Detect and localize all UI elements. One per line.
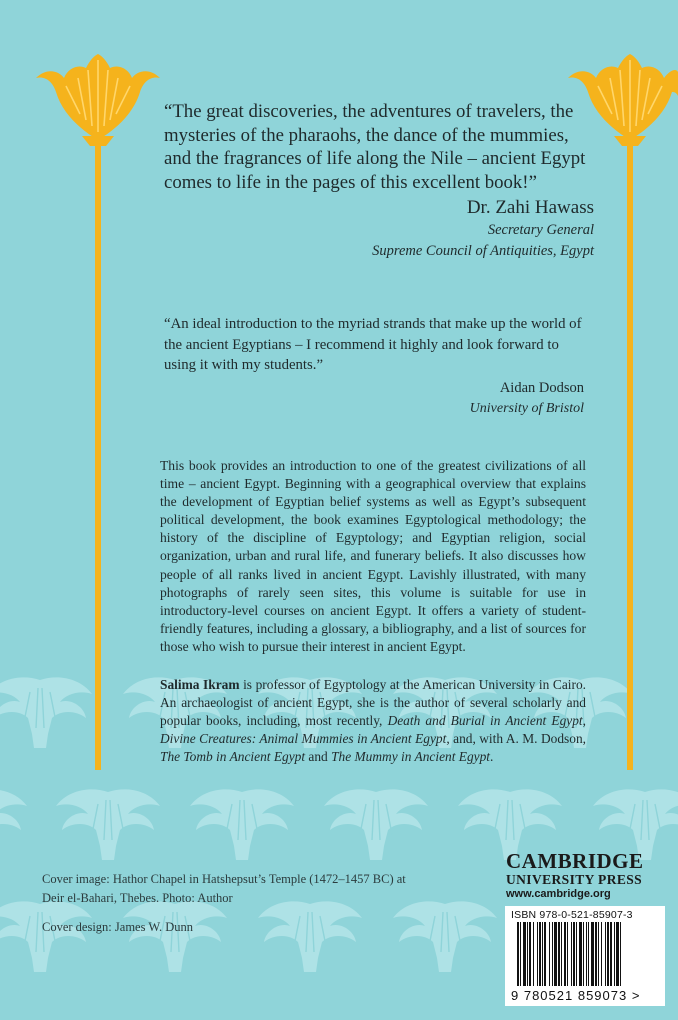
barcode-bar bbox=[558, 922, 560, 986]
endorser-name: Aidan Dodson bbox=[499, 379, 584, 396]
barcode-bar bbox=[607, 922, 609, 986]
barcode-bar bbox=[537, 922, 538, 986]
barcode-bar bbox=[523, 922, 526, 986]
bio-text: is professor of Egyptology at the American University in Cairo. An archaeologist of ancient Egypt, she is the author of several scholarly and popular books, including, most recently, bbox=[160, 677, 586, 729]
barcode-bar bbox=[586, 922, 587, 986]
bio-text: , and, with A. M. Dodson, bbox=[446, 731, 586, 747]
book-title: Death and Burial in Ancient Egypt bbox=[387, 713, 583, 729]
barcode-bar bbox=[529, 922, 531, 986]
barcode-bar bbox=[579, 922, 582, 986]
barcode-bar bbox=[539, 922, 541, 986]
book-title: The Tomb in Ancient Egypt bbox=[160, 749, 306, 765]
barcode-bar bbox=[549, 922, 550, 986]
barcode-bar bbox=[554, 922, 557, 986]
barcode-bar bbox=[598, 922, 599, 986]
barcode-bar bbox=[595, 922, 597, 986]
quote-text: “An ideal introduction to the myriad strands that make up the world of the ancient Egyptians – I recommend it highly and look forward to using it with my students.” bbox=[164, 316, 582, 373]
cover-design-credit: Cover design: James W. Dunn bbox=[42, 920, 194, 934]
barcode-icon bbox=[505, 922, 665, 988]
book-title: The Mummy in Ancient Egypt bbox=[331, 749, 491, 765]
endorsement-hawass bbox=[164, 100, 594, 262]
publisher-logo bbox=[506, 851, 666, 902]
barcode-bar bbox=[544, 922, 546, 986]
barcode-bar bbox=[552, 922, 553, 986]
barcode-bar bbox=[542, 922, 543, 986]
quote-text: “The great discoveries, the adventures of travelers, the mysteries of the pharaohs, the dance of the mummies, and the fragrances of life along the Nile – ancient Egypt comes to life in the pages of this excellent book!” bbox=[164, 101, 586, 193]
endorsement-dodson bbox=[164, 314, 584, 419]
cover-image-credit: Cover image: Hathor Chapel in Hatshepsut’s Temple (1472–1457 BC) at Deir el-Bahari, Thebes. Photo: Author bbox=[42, 872, 406, 905]
barcode-bar bbox=[517, 922, 519, 986]
barcode-bar bbox=[591, 922, 594, 986]
barcode-bar bbox=[588, 922, 589, 986]
endorser-organization: Supreme Council of Antiquities, Egypt bbox=[372, 243, 594, 259]
endorser-name: Dr. Zahi Hawass bbox=[466, 197, 594, 218]
bio-text: . bbox=[490, 749, 494, 765]
barcode-bar bbox=[616, 922, 619, 986]
quote-attribution bbox=[164, 196, 594, 262]
barcode-bar bbox=[614, 922, 615, 986]
barcode-bar bbox=[576, 922, 577, 986]
isbn-label: ISBN 978-0-521-85907-3 bbox=[511, 909, 633, 921]
barcode-bar bbox=[583, 922, 584, 986]
publisher-name: CAMBRIDGE bbox=[506, 849, 644, 873]
barcode-bar bbox=[561, 922, 562, 986]
barcode-bar bbox=[520, 922, 521, 986]
author-bio bbox=[160, 676, 586, 766]
bio-text: and bbox=[305, 749, 332, 765]
cover-credits bbox=[42, 870, 422, 937]
publisher-website: www.cambridge.org bbox=[506, 888, 611, 900]
barcode-bar bbox=[527, 922, 528, 986]
barcode-bar bbox=[573, 922, 575, 986]
author-name: Salima Ikram bbox=[160, 677, 240, 692]
endorser-affiliation: University of Bristol bbox=[469, 400, 584, 416]
bio-text: , bbox=[582, 713, 586, 729]
barcode-bar bbox=[567, 922, 568, 986]
barcode-panel bbox=[505, 906, 665, 1006]
publisher-name-subtitle: UNIVERSITY PRESS bbox=[506, 872, 643, 887]
book-title: Divine Creatures: Animal Mummies in Ancient Egypt bbox=[160, 731, 447, 747]
barcode-bar bbox=[564, 922, 566, 986]
book-description: This book provides an introduction to one of the greatest civilizations of all time – ancient Egypt. Beginning with a geographical overview that explains the development of Egyptian belief systems as well as Egypt’s subsequent political development, the book examines Egyptological methodology; the history of the discipline of Egyptology; and Egyptian religion, social organization, urban and rural life, and funerary beliefs. It also discusses how people of all ranks lived in ancient Egypt. Lavishly illustrated, with many photographs of rarely seen sites, this volume is suitable for use in introductory-level courses on ancient Egypt. It offers a variety of student-friendly features, including a glossary, a bibliography, and a list of sources for those who wish to pursue their interest in ancient Egypt. bbox=[160, 458, 586, 654]
quote-attribution bbox=[164, 378, 584, 419]
barcode-bar bbox=[605, 922, 606, 986]
barcode-bar bbox=[610, 922, 612, 986]
barcode-bar bbox=[571, 922, 572, 986]
barcode-digits: 9 780521 859073 > bbox=[511, 988, 641, 1003]
barcode-bar bbox=[533, 922, 534, 986]
barcode-bar bbox=[601, 922, 602, 986]
barcode-bar bbox=[620, 922, 621, 986]
endorser-title: Secretary General bbox=[487, 222, 594, 238]
